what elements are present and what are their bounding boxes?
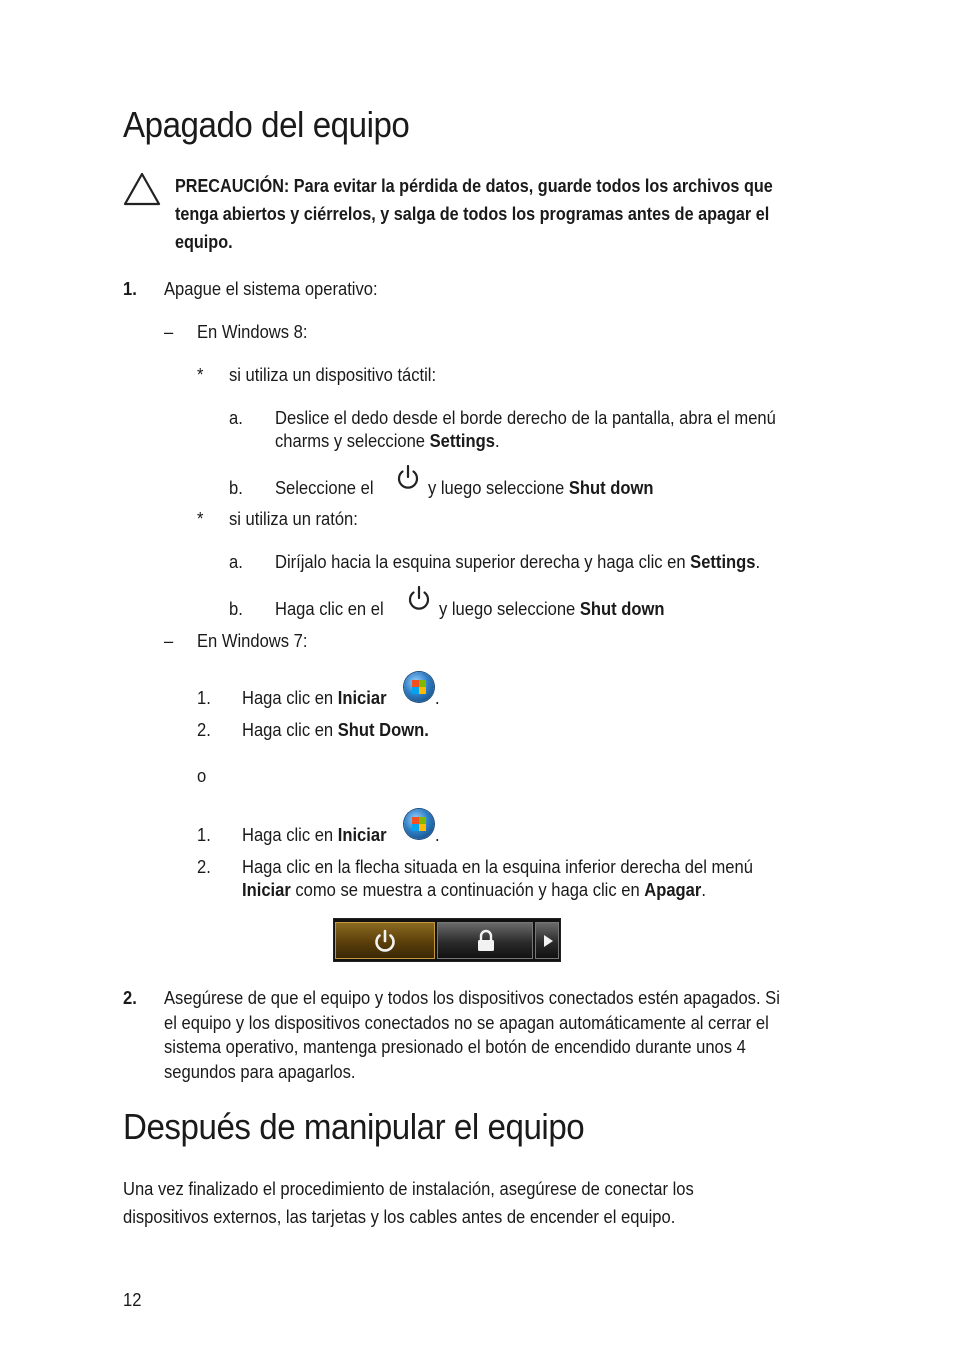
shut-down-term: Shut down [568,478,654,498]
mouse-label: si utiliza un ratón: [229,509,358,529]
flag-segment [412,687,419,694]
list-number: 2. [197,720,211,740]
windows-start-orb-icon [404,809,434,839]
settings-term: Settings [429,431,495,451]
flag-segment [412,824,419,831]
text-span: charms y seleccione [275,431,430,451]
flag-segment [419,687,426,694]
win7-a2-text [242,718,429,742]
mouse-b-post [439,597,664,621]
lock-icon [475,929,497,953]
text-span: Diríjalo hacia la esquina superior derecha y haga clic en [275,552,691,572]
power-icon [395,464,421,492]
touch-b-post [428,476,653,500]
bullet-marker: * [197,365,204,385]
touch-a-line2 [275,429,500,453]
win8-label: En Windows 8: [197,322,308,342]
caution-line-2: tenga abiertos y ciérrelos, y salga de todos los programas antes de apagar el [175,204,770,224]
mouse-a-text [275,550,760,574]
or-separator: o [197,766,207,786]
arrow-button-image [535,922,559,959]
lock-button-image [437,922,533,959]
section2-line-1: Una vez finalizado el procedimiento de instalación, asegúrese de conectar los [123,1179,694,1199]
step-number: 1. [123,279,137,299]
win7-a1-text [242,686,387,710]
flag-segment [419,817,426,824]
text-span: . [755,552,761,572]
period: . [435,688,440,708]
iniciar-term: Iniciar [242,880,291,900]
list-letter: a. [229,408,243,428]
windows-start-orb-icon [404,672,434,702]
power-icon [406,585,432,613]
flag-segment [419,680,426,687]
bullet-marker: * [197,509,204,529]
dash-marker: – [164,631,174,651]
touch-a-line1: Deslice el dedo desde el borde derecho de la pantalla, abra el menú [275,408,776,428]
text-span: Haga clic en [242,825,338,845]
step-text: Apague el sistema operativo: [164,279,378,299]
text-span: y luego seleccione [428,478,569,498]
step2-line-1: Asegúrese de que el equipo y todos los dispositivos conectados estén apagados. Si [164,988,780,1008]
period: . [435,825,440,845]
win7-b2-line2 [242,878,706,902]
win7-label: En Windows 7: [197,631,308,651]
text-span: como se muestra a continuación y haga clic en [290,880,645,900]
text-span: y luego seleccione [439,599,580,619]
list-letter: a. [229,552,243,572]
iniciar-term: Iniciar [337,825,387,845]
shutdown-button-image [335,922,435,959]
step-number: 2. [123,988,137,1008]
list-number: 2. [197,857,211,877]
page-title: Apagado del equipo [123,104,410,145]
list-number: 1. [197,688,211,708]
mouse-b-pre: Haga clic en el [275,599,384,619]
list-letter: b. [229,478,243,498]
list-letter: b. [229,599,243,619]
text-span: . [701,880,706,900]
shut-down-term: Shut Down. [337,720,429,740]
section-title: Después de manipular el equipo [123,1106,585,1147]
touch-label: si utiliza un dispositivo táctil: [229,365,437,385]
win7-b2-line1: Haga clic en la flecha situada en la esquina inferior derecha del menú [242,857,753,877]
caution-line-1: PRECAUCIÓN: Para evitar la pérdida de datos, guarde todos los archivos que [175,176,773,196]
flag-segment [412,680,419,687]
settings-term: Settings [690,552,756,572]
shut-down-term: Shut down [579,599,665,619]
list-number: 1. [197,825,211,845]
win7-b1-text [242,823,387,847]
dash-marker: – [164,322,174,342]
step2-line-3: sistema operativo, mantenga presionado el botón de encendido durante unos 4 [164,1037,746,1057]
start-menu-shutdown-bar [333,918,561,962]
text-span: Haga clic en [242,720,338,740]
warning-triangle-icon [123,172,161,206]
touch-b-pre: Seleccione el [275,478,374,498]
page-number: 12 [123,1290,142,1310]
iniciar-term: Iniciar [337,688,387,708]
caution-line-3: equipo. [175,232,233,252]
text-span: . [494,431,500,451]
arrow-right-icon [542,934,554,948]
step2-line-2: el equipo y los dispositivos conectados no se apagan automáticamente al cerrar el [164,1013,769,1033]
section2-line-2: dispositivos externos, las tarjetas y los cables antes de encender el equipo. [123,1207,676,1227]
power-icon [372,928,398,954]
text-span: Haga clic en [242,688,338,708]
flag-segment [419,824,426,831]
step2-line-4: segundos para apagarlos. [164,1062,356,1082]
flag-segment [412,817,419,824]
apagar-term: Apagar [644,880,702,900]
